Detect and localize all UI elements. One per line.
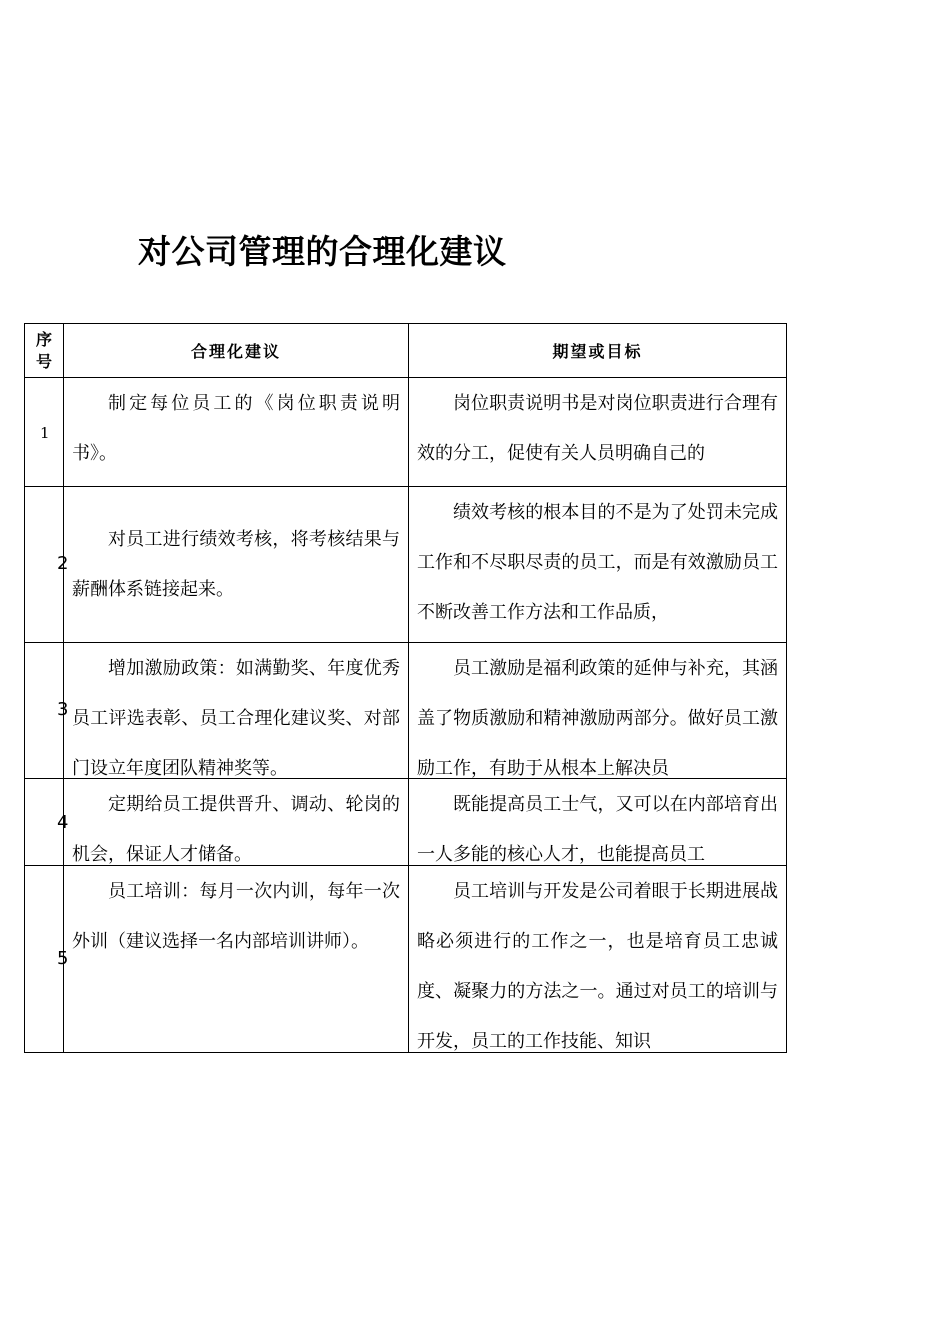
row-goal-cell [409,779,787,866]
row-suggestion-cell [64,378,409,487]
table-row [25,643,787,779]
row-seq-number: 2 [57,553,69,574]
row-seq-number: 5 [57,948,69,969]
document-title: 对公司管理的合理化建议 [138,232,507,271]
row-suggestion-text: 制定每位员工的《岗位职责说明书》。 [72,393,400,464]
row-goal-cell [409,643,787,779]
row-goal-text: 员工培训与开发是公司着眼于长期进展战略必须进行的工作之一，也是培育员工忠诚度、凝聚力的方法之一。通过对员工的培训与开发，员工的工作技能、知识 [417,881,778,1052]
row-seq-number: 1 [40,424,50,442]
row-seq-cell [25,378,64,487]
header-seq [25,324,64,378]
row-seq-number: 3 [57,699,69,720]
row-goal-cell [409,866,787,1053]
header-seq-label: 序号 [35,329,52,371]
row-suggestion-cell [64,643,409,779]
row-goal-text: 岗位职责说明书是对岗位职责进行合理有效的分工，促使有关人员明确自己的 [417,393,778,464]
header-suggestion: 合理化建议 [64,324,409,378]
row-suggestion-text: 员工培训：每月一次内训，每年一次外训（建议选择一名内部培训讲师）。 [72,881,400,952]
row-suggestion-cell [64,487,409,643]
row-seq-number: 4 [57,812,69,833]
row-suggestion-text: 对员工进行绩效考核，将考核结果与薪酬体系链接起来。 [72,529,400,600]
header-goal: 期望或目标 [409,324,787,378]
row-goal-cell [409,378,787,487]
table-row [25,779,787,866]
row-suggestion-cell [64,779,409,866]
row-suggestion-text: 定期给员工提供晋升、调动、轮岗的机会，保证人才储备。 [72,794,400,865]
table-row [25,378,787,487]
row-seq-cell [25,779,69,866]
table-header-row [25,324,787,378]
row-goal-text: 员工激励是福利政策的延伸与补充，其涵盖了物质激励和精神激励两部分。做好员工激励工作，有助于从根本上解决员 [417,658,778,779]
row-seq-cell [25,487,69,643]
table-row [25,866,787,1053]
row-goal-text: 绩效考核的根本目的不是为了处罚未完成工作和不尽职尽责的员工，而是有效激励员工不断改善工作方法和工作品质， [417,502,778,623]
row-suggestion-text: 增加激励政策：如满勤奖、年度优秀员工评选表彰、员工合理化建议奖、对部门设立年度团队精神奖等。 [72,658,400,779]
table-row [25,487,787,643]
row-seq-cell [25,643,69,779]
proposal-table [24,323,787,1053]
row-suggestion-cell [64,866,409,1053]
row-goal-text: 既能提高员工士气，又可以在内部培育出一人多能的核心人才，也能提高员工 [417,794,778,865]
row-seq-cell [25,866,69,1053]
row-goal-cell [409,487,787,643]
